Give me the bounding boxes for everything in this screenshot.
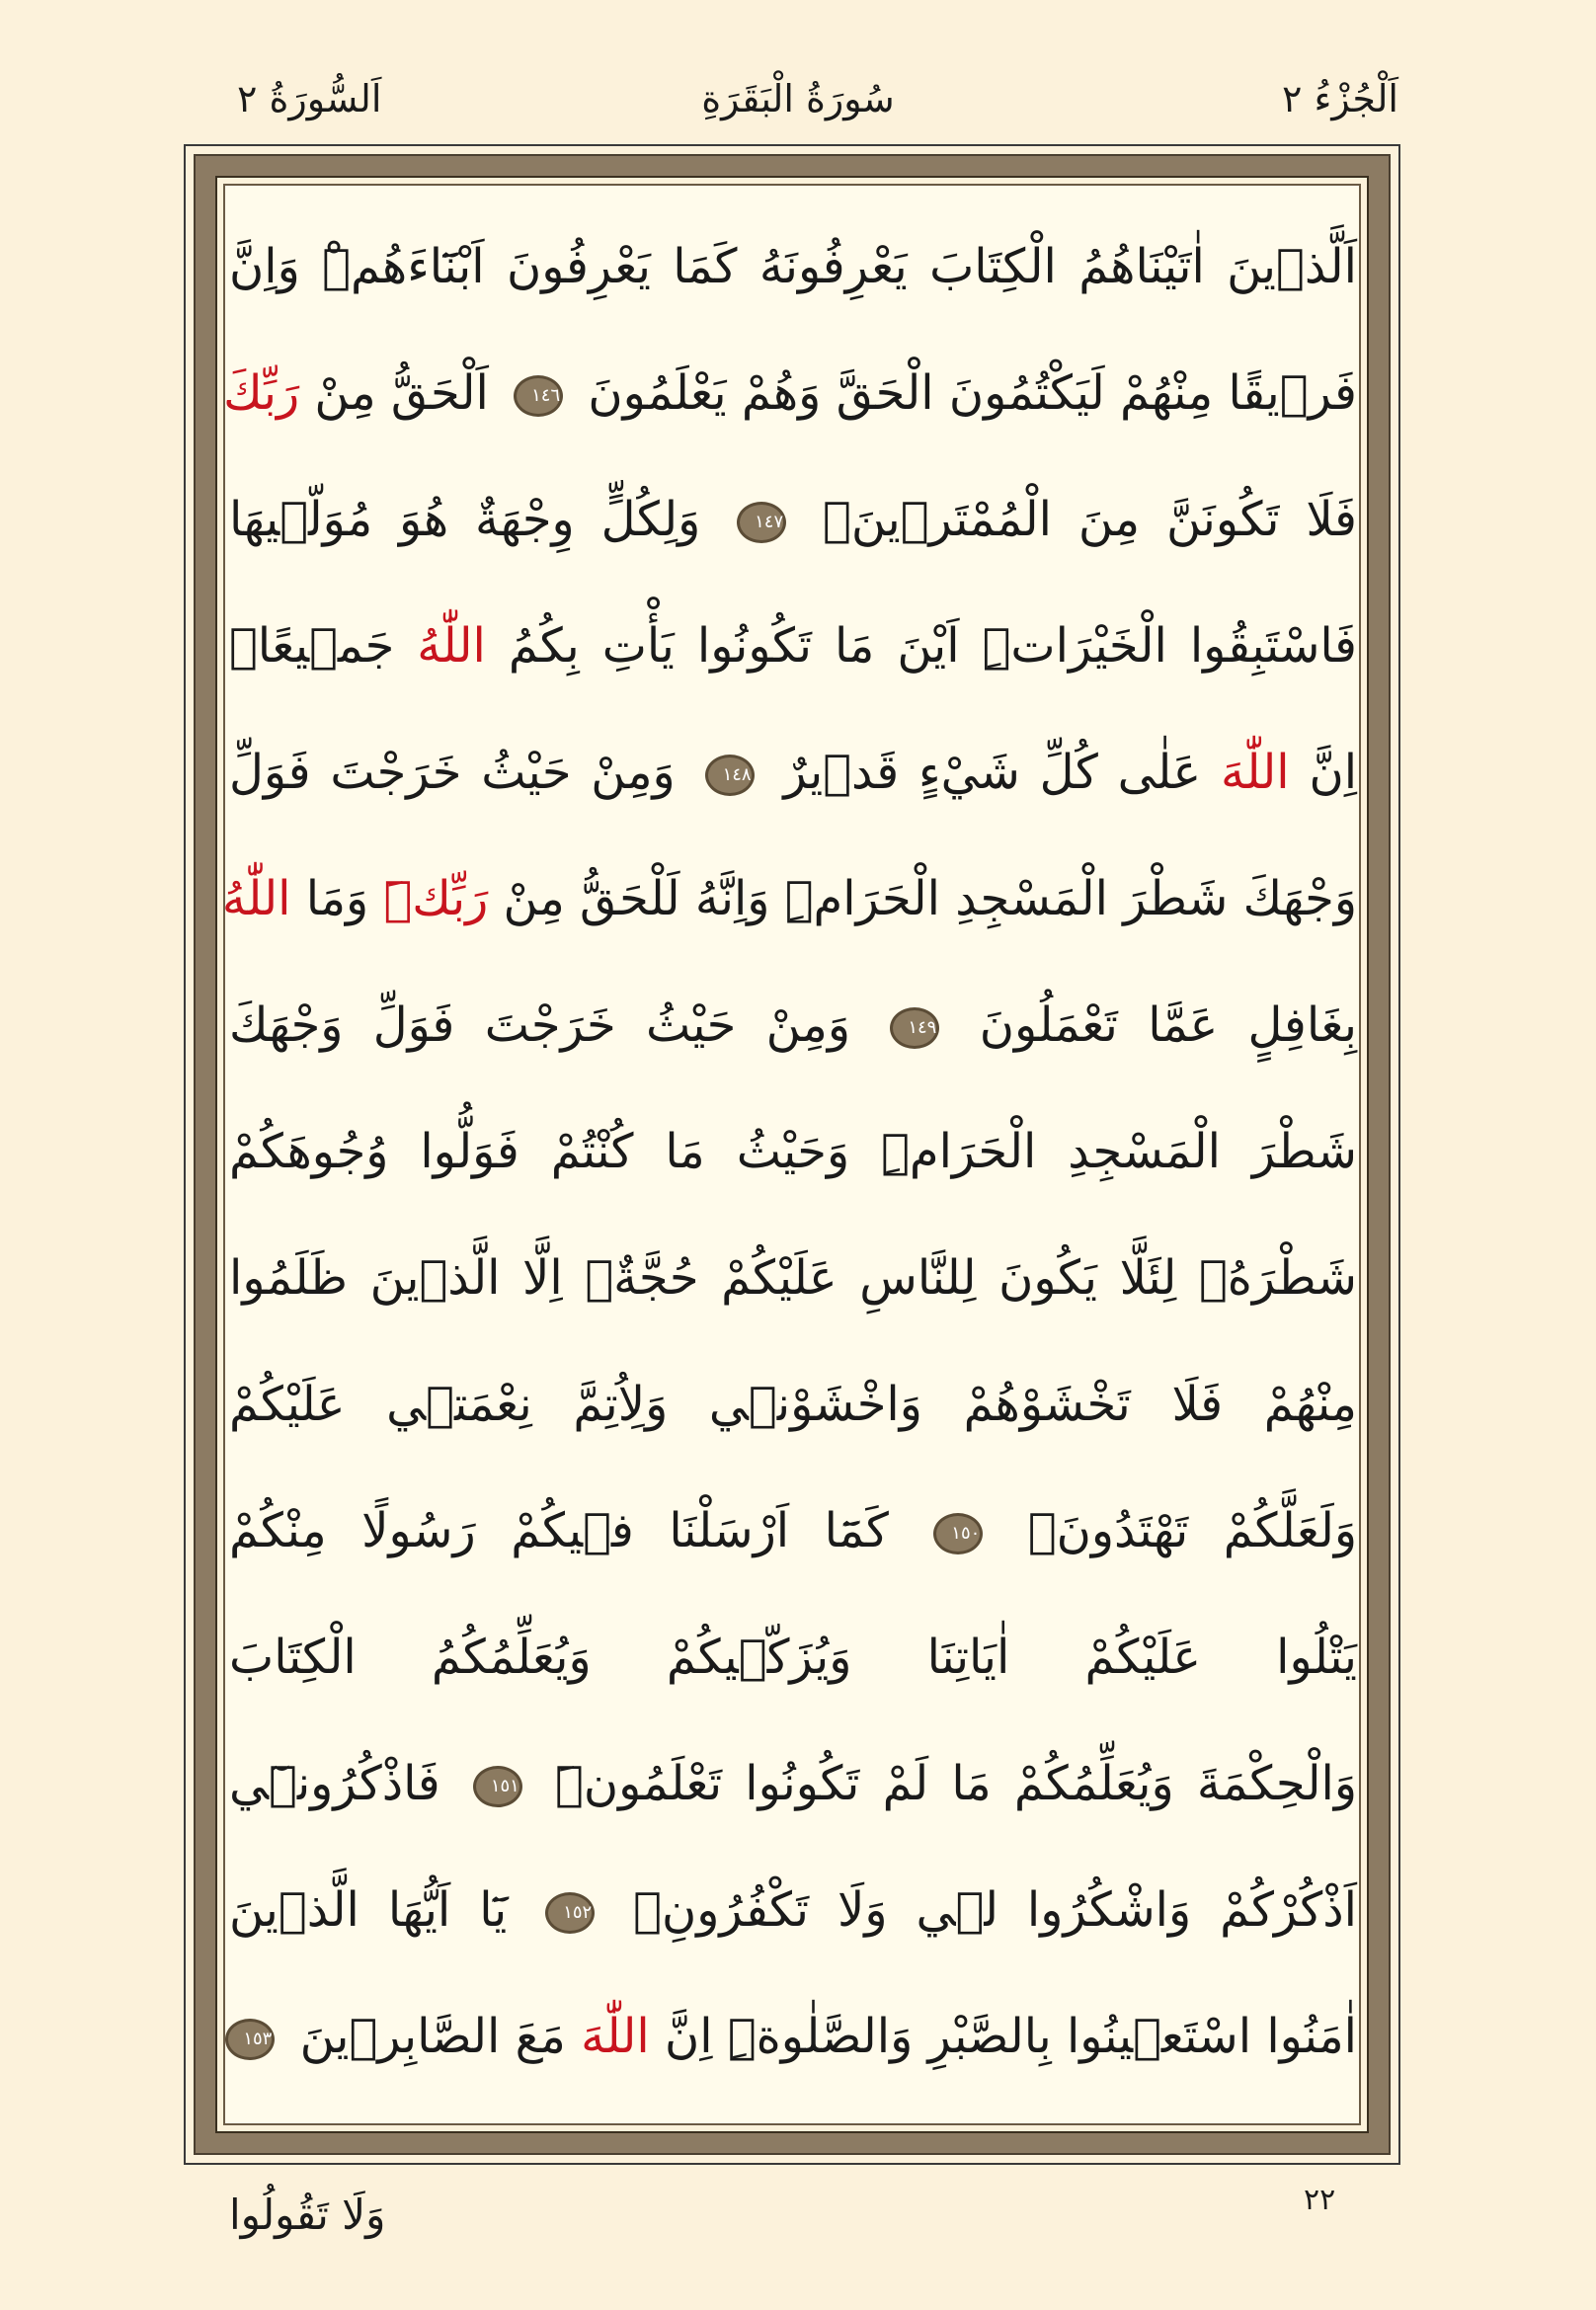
text-line xyxy=(223,330,1357,456)
text-line xyxy=(229,1847,1357,1973)
ayah-number-marker: ١٥٣ xyxy=(225,2019,275,2060)
verse-text: فَاسْتَبِقُوا الْخَيْرَاتِۜ اَيْنَ مَا تَكُونُوا يَأْتِ بِكُمُ xyxy=(508,618,1357,674)
ayah-number-marker: ١٤٨ xyxy=(705,755,755,796)
verse-text: وَالْحِكْمَةَ وَيُعَلِّمُكُمْ مَا لَمْ تَكُونُوا تَعْلَمُونَۜ xyxy=(555,1756,1357,1811)
highlighted-word: اللّٰهُ xyxy=(221,871,291,926)
highlighted-word: رَبِّكَۜ xyxy=(383,871,489,926)
verse-text: فَاذْكُرُون۪ٓي xyxy=(229,1756,440,1811)
verse-text: يَتْلُوا عَلَيْكُمْ اٰيَاتِنَا وَيُزَكّ۪يكُمْ وَيُعَلِّمُكُمُ الْكِتَابَ xyxy=(229,1630,1357,1685)
highlighted-word: اللّٰهَ xyxy=(581,2009,650,2064)
text-line xyxy=(229,1215,1357,1341)
page-number: ٢٢ xyxy=(1304,2183,1336,2217)
highlighted-word: اللّٰهُ xyxy=(417,618,486,674)
verse-text: بِغَافِلٍ عَمَّا تَعْمَلُونَ xyxy=(979,997,1357,1053)
verse-text: اٰمَنُوا اسْتَع۪ينُوا بِالصَّبْرِ وَالصَّلٰوةِۜ اِنَّ xyxy=(665,2009,1357,2064)
ayah-number-marker: ١٤٧ xyxy=(737,502,786,543)
highlighted-word: رَبِّكَ xyxy=(223,365,300,421)
text-line xyxy=(229,1341,1357,1468)
text-line xyxy=(229,456,1357,583)
verse-text: اَلَّذ۪ينَ اٰتَيْنَاهُمُ الْكِتَابَ يَعْرِفُونَهُ كَمَا يَعْرِفُونَ اَبْنَٓاءَهُمْۜ وَاِنَّ xyxy=(229,239,1357,294)
catchword: وَلَا تَقُولُوا xyxy=(229,2191,386,2239)
verse-text: عَلٰى كُلِّ شَيْءٍ قَد۪يرٌ xyxy=(783,745,1202,800)
verse-text: وَمَا xyxy=(305,871,369,926)
verse-text: اَلْحَقُّ مِنْ xyxy=(314,365,489,421)
text-line xyxy=(229,203,1357,330)
verse-text: وَلِكُلٍّ وِجْهَةٌ هُوَ مُوَلّ۪يهَا xyxy=(229,492,701,547)
verse-text: شَطْرَهُۙ لِئَلَّا يَكُونَ لِلنَّاسِ عَلَيْكُمْ حُجَّةٌۗ اِلَّا الَّذ۪ينَ ظَلَمُوا xyxy=(229,1250,1357,1306)
quran-text xyxy=(221,203,1358,2100)
text-line xyxy=(221,836,1357,962)
ayah-number-marker: ١٤٦ xyxy=(514,375,563,417)
surah-title: سُورَةُ الْبَقَرَةِ xyxy=(701,77,895,120)
verse-text: وَلَعَلَّكُمْ تَهْتَدُونَۙ xyxy=(1027,1503,1358,1558)
verse-text: جَم۪يعًاۜ xyxy=(229,618,395,674)
text-line xyxy=(229,1468,1357,1594)
ayah-number-marker: ١٤٩ xyxy=(890,1007,939,1049)
page-header xyxy=(0,59,1596,128)
verse-text: مَعَ الصَّابِر۪ينَ xyxy=(299,2009,566,2064)
text-line xyxy=(229,1973,1357,2100)
verse-text: وَجْهَكَ شَطْرَ الْمَسْجِدِ الْحَرَامِۜ وَاِنَّهُ لَلْحَقُّ مِنْ xyxy=(503,871,1357,926)
surah-number-label: اَلسُّورَةُ ٢ xyxy=(237,77,382,120)
text-line xyxy=(229,962,1357,1088)
verse-text: اَذْكُرْكُمْ وَاشْكُرُوا ل۪ي وَلَا تَكْفُرُونِ۟ xyxy=(633,1882,1357,1938)
verse-text: شَطْرَ الْمَسْجِدِ الْحَرَامِۜ وَحَيْثُ مَا كُنْتُمْ فَوَلُّوا وُجُوهَكُمْ xyxy=(229,1124,1357,1179)
ayah-number-marker: ١٥١ xyxy=(473,1766,522,1807)
text-line xyxy=(229,583,1357,709)
ayah-number-marker: ١٥٢ xyxy=(545,1892,595,1934)
text-line xyxy=(229,1594,1357,1720)
verse-text: وَمِنْ حَيْثُ خَرَجْتَ فَوَلِّ xyxy=(229,745,676,800)
highlighted-word: اللّٰهَ xyxy=(1221,745,1290,800)
verse-text: كَمَٓا اَرْسَلْنَا ف۪يكُمْ رَسُولًا مِنْكُمْ xyxy=(229,1503,889,1558)
text-line xyxy=(229,1088,1357,1215)
ayah-number-marker: ١٥٠ xyxy=(933,1513,983,1554)
juz-label: اَلْجُزْءُ ٢ xyxy=(1281,77,1398,120)
verse-text: فَر۪يقًا مِنْهُمْ لَيَكْتُمُونَ الْحَقَّ وَهُمْ يَعْلَمُونَ xyxy=(588,365,1357,421)
verse-text: يَٓا اَيُّهَا الَّذ۪ينَ xyxy=(229,1882,508,1938)
verse-text: مِنْهُمْ فَلَا تَخْشَوْهُمْ وَاخْشَوْن۪ي وَلِاُتِمَّ نِعْمَت۪ي عَلَيْكُمْ xyxy=(229,1377,1357,1432)
verse-text: وَمِنْ حَيْثُ خَرَجْتَ فَوَلِّ وَجْهَكَ xyxy=(229,997,851,1053)
text-line xyxy=(229,1720,1357,1847)
verse-text: اِنَّ xyxy=(1309,745,1358,800)
text-line xyxy=(229,709,1357,836)
verse-text: فَلَا تَكُونَنَّ مِنَ الْمُمْتَر۪ينَ۟ xyxy=(823,492,1357,547)
